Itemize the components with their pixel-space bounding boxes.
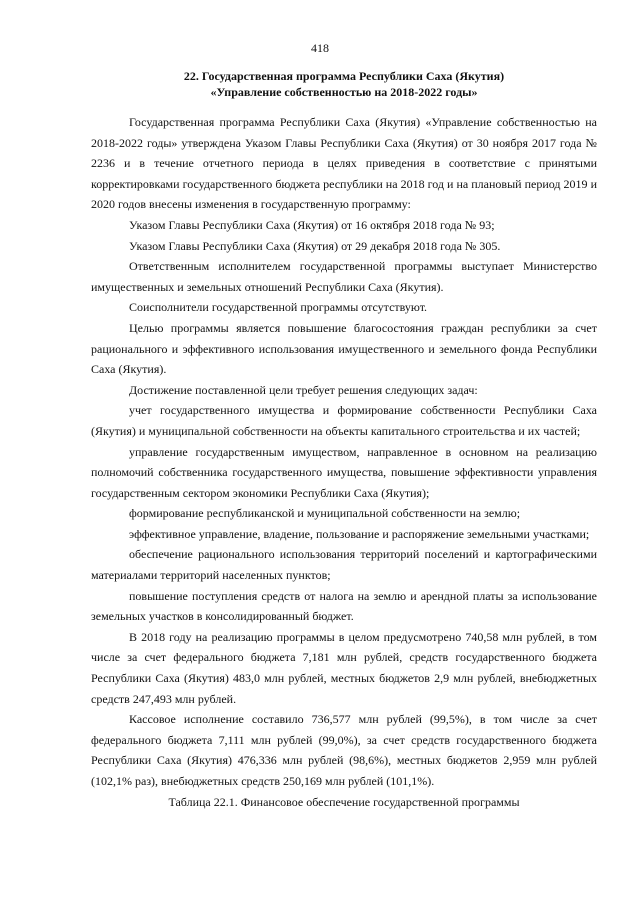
paragraph-funding-planned: В 2018 году на реализацию программы в целом предусмотрено 740,58 млн рублей, в том числе за счет федерального бюджета 7,181 млн рублей, средств государственного бюджета Республики Саха (Якутия) 483,0 млн рублей, местных бюджетов 2,9 млн рублей, внебюджетных средств 247,493 млн рублей. [91,629,597,706]
document-body [91,112,597,812]
section-heading [91,68,597,100]
paragraph-task-land-use: эффективное управление, владение, пользование и распоряжение земельными участками; [129,526,590,541]
paragraph-task-cartography: обеспечение рационального использования территорий поселений и картографическими материалами территорий населенных пунктов; [91,547,597,583]
table-caption: Таблица 22.1. Финансовое обеспечение государственной программы [168,794,520,809]
section-heading-line-2: «Управление собственностью на 2018-2022 годы» [210,85,478,99]
paragraph-task-management: управление государственным имуществом, направленное в основном на реализацию полномочий собственника государственного имущества, повышение эффективности управления государственным сектором экономики Республики Саха (Якутия); [91,444,597,500]
paragraph-responsible-executor: Ответственным исполнителем государственной программы выступает Министерство имущественных и земельных отношений Республики Саха (Якутия). [91,259,597,294]
paragraph-tasks-intro: Достижение поставленной цели требует решения следующих задач: [129,382,478,397]
paragraph-decree-93: Указом Главы Республики Саха (Якутия) от 16 октября 2018 года № 93; [129,217,495,232]
paragraph-funding-executed: Кассовое исполнение составило 736,577 млн рублей (99,5%), в том числе за счет федерального бюджета 7,111 млн рублей (99,0%), за счет средств государственного бюджета Республики Саха (Якутия) 476,336 млн рублей (98,6%), местных бюджетов 2,959 млн рублей (102,1% раз), внебюджетных средств 250,169 млн рублей (101,1%). [91,712,597,788]
paragraph-co-executors: Соисполнители государственной программы отсутствуют. [129,300,428,315]
paragraph-decree-305: Указом Главы Республики Саха (Якутия) от 29 декабря 2018 года № 305. [129,238,501,253]
paragraph-program-goal: Целью программы является повышение благосостояния граждан республики за счет рационального и эффективного использования имущественного и земельного фонда Республики Саха (Якутия). [91,320,597,377]
paragraph-task-land-ownership: формирование республиканской и муниципальной собственности на землю; [129,506,521,521]
paragraph-program-approval: Государственная программа Республики Саха (Якутия) «Управление собственностью на 2018-2022 годы» утверждена Указом Главы Республики Саха (Якутия) от 30 ноября 2017 года № 2236 и в течение отчетного периода в целях приведения в соответствие с принятыми корректировками государственного бюджета республики на 2018 год и на плановый период 2019 и 2020 годов внесены изменения в государственную программу: [91,115,597,212]
paragraph-task-accounting: учет государственного имущества и формирование собственности Республики Саха (Якутия) и муниципальной собственности на объекты капитального строительства и их частей; [91,403,597,438]
paragraph-task-revenue: повышение поступления средств от налога на землю и арендной платы за использование земельных участков в консолидированный бюджет. [91,588,597,624]
page-number: 418 [311,41,329,55]
section-heading-line-1: 22. Государственная программа Республики Саха (Якутия) [183,69,505,83]
